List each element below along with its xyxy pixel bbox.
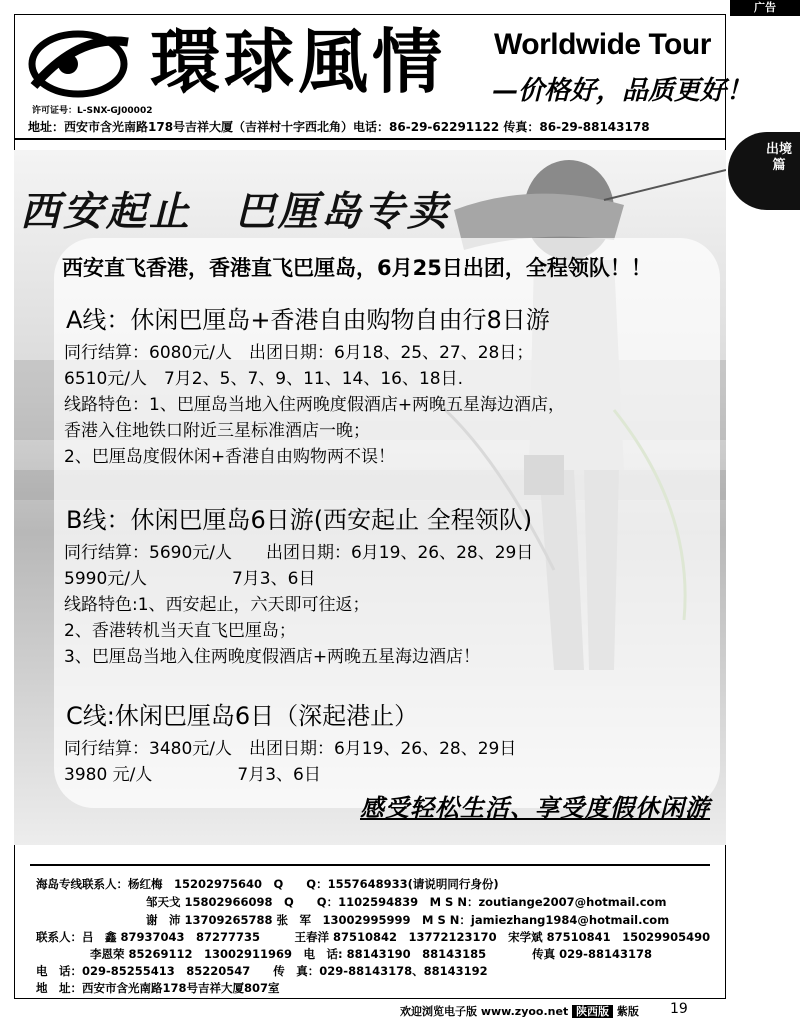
footer-divider xyxy=(14,998,726,999)
brand-english: Worldwide Tour xyxy=(494,28,711,61)
contact-row-4: 联系人：吕 鑫 87937043 87277735 王春洋 87510842 13772123170 宋学斌 87510841 15029905490 xyxy=(36,930,711,944)
banner-text: 西安直飞香港，香港直飞巴厘岛，6月25日出团，全程领队！！ xyxy=(62,256,652,280)
route-a-line-2: 6510元/人 7月2、5、7、9、11、14、16、18日. xyxy=(64,369,464,389)
contact-row-2: 邹天戈 15802966098 Q Q：1102594839 M S N：zoutiange2007@hotmail.com xyxy=(146,895,667,909)
ad-badge: 广告 xyxy=(730,0,800,16)
headline: 西安起止 巴厘岛专卖 xyxy=(20,188,450,235)
company-address: 地址：西安市含光南路178号吉祥大厦（吉祥村十字西北角）电话：86-29-62291122 传真：86-29-88143178 xyxy=(28,120,650,134)
contact-row-7: 地 址：西安市含光南路178号吉祥大厦807室 xyxy=(36,981,280,995)
section-tab-label: 出境篇 xyxy=(766,142,793,173)
route-c-line-2: 3980 元/人 7月3、6日 xyxy=(64,765,321,785)
contact-row-6: 电 话：029-85255413 85220547 传 真：029-88143178、88143192 xyxy=(36,964,488,978)
company-logo xyxy=(28,24,134,104)
footer-region: 陕西版 xyxy=(572,1005,613,1018)
brand-title: 環球風情 xyxy=(150,20,446,103)
route-a-line-3: 线路特色：1、巴厘岛当地入住两晚度假酒店+两晚五星海边酒店， xyxy=(64,395,566,415)
route-b-line-2: 5990元/人 7月3、6日 xyxy=(64,569,316,589)
route-a-title: A线：休闲巴厘岛+香港自由购物自由行8日游 xyxy=(66,306,550,334)
route-b-line-3: 线路特色:1、西安起止，六天即可往返； xyxy=(64,595,370,615)
license-number: 许可证号：L-SNX-GJ00002 xyxy=(32,106,153,116)
route-c-title: C线:休闲巴厘岛6日（深起港止） xyxy=(66,702,419,730)
route-b-line-4: 2、香港转机当天直飞巴厘岛； xyxy=(64,621,296,641)
route-b-line-5: 3、巴厘岛当地入住两晚度假酒店+两晚五星海边酒店！ xyxy=(64,647,481,667)
header-divider xyxy=(14,138,726,140)
route-a-line-1: 同行结算：6080元/人 出团日期：6月18、25、27、28日； xyxy=(64,343,534,363)
contact-row-1: 海岛专线联系人：杨红梅 15202975640 Q Q：1557648933(请说明同行身份) xyxy=(36,877,499,891)
route-b-line-1: 同行结算：5690元/人 出团日期：6月19、26、28、29日 xyxy=(64,543,534,563)
route-c-line-1: 同行结算：3480元/人 出团日期：6月19、26、28、29日 xyxy=(64,739,517,759)
contact-row-3: 谢 沛 13709265788 张 军 13002995999 M S N：jamiezhang1984@hotmail.com xyxy=(146,913,670,927)
footer-welcome: 欢迎浏览电子版 www.zyoo.net xyxy=(400,1005,569,1018)
tagline: 感受轻松生活、享受度假休闲游 xyxy=(360,793,710,822)
footer-edition: 紫版 xyxy=(616,1005,639,1018)
route-a-line-5: 2、巴厘岛度假休闲+香港自由购物两不误！ xyxy=(64,447,396,467)
page-number: 19 xyxy=(670,1001,688,1017)
route-b-title: B线：休闲巴厘岛6日游(西安起止 全程领队) xyxy=(66,506,533,534)
brand-slogan: —价格好，品质更好！ xyxy=(492,76,753,106)
route-a-line-4: 香港入住地铁口附近三星标准酒店一晚； xyxy=(64,421,370,441)
contacts-divider xyxy=(30,864,710,866)
contact-row-5: 李恩荣 85269112 13002911969 电 话: 88143190 88143185 传真 029-88143178 xyxy=(90,947,652,961)
